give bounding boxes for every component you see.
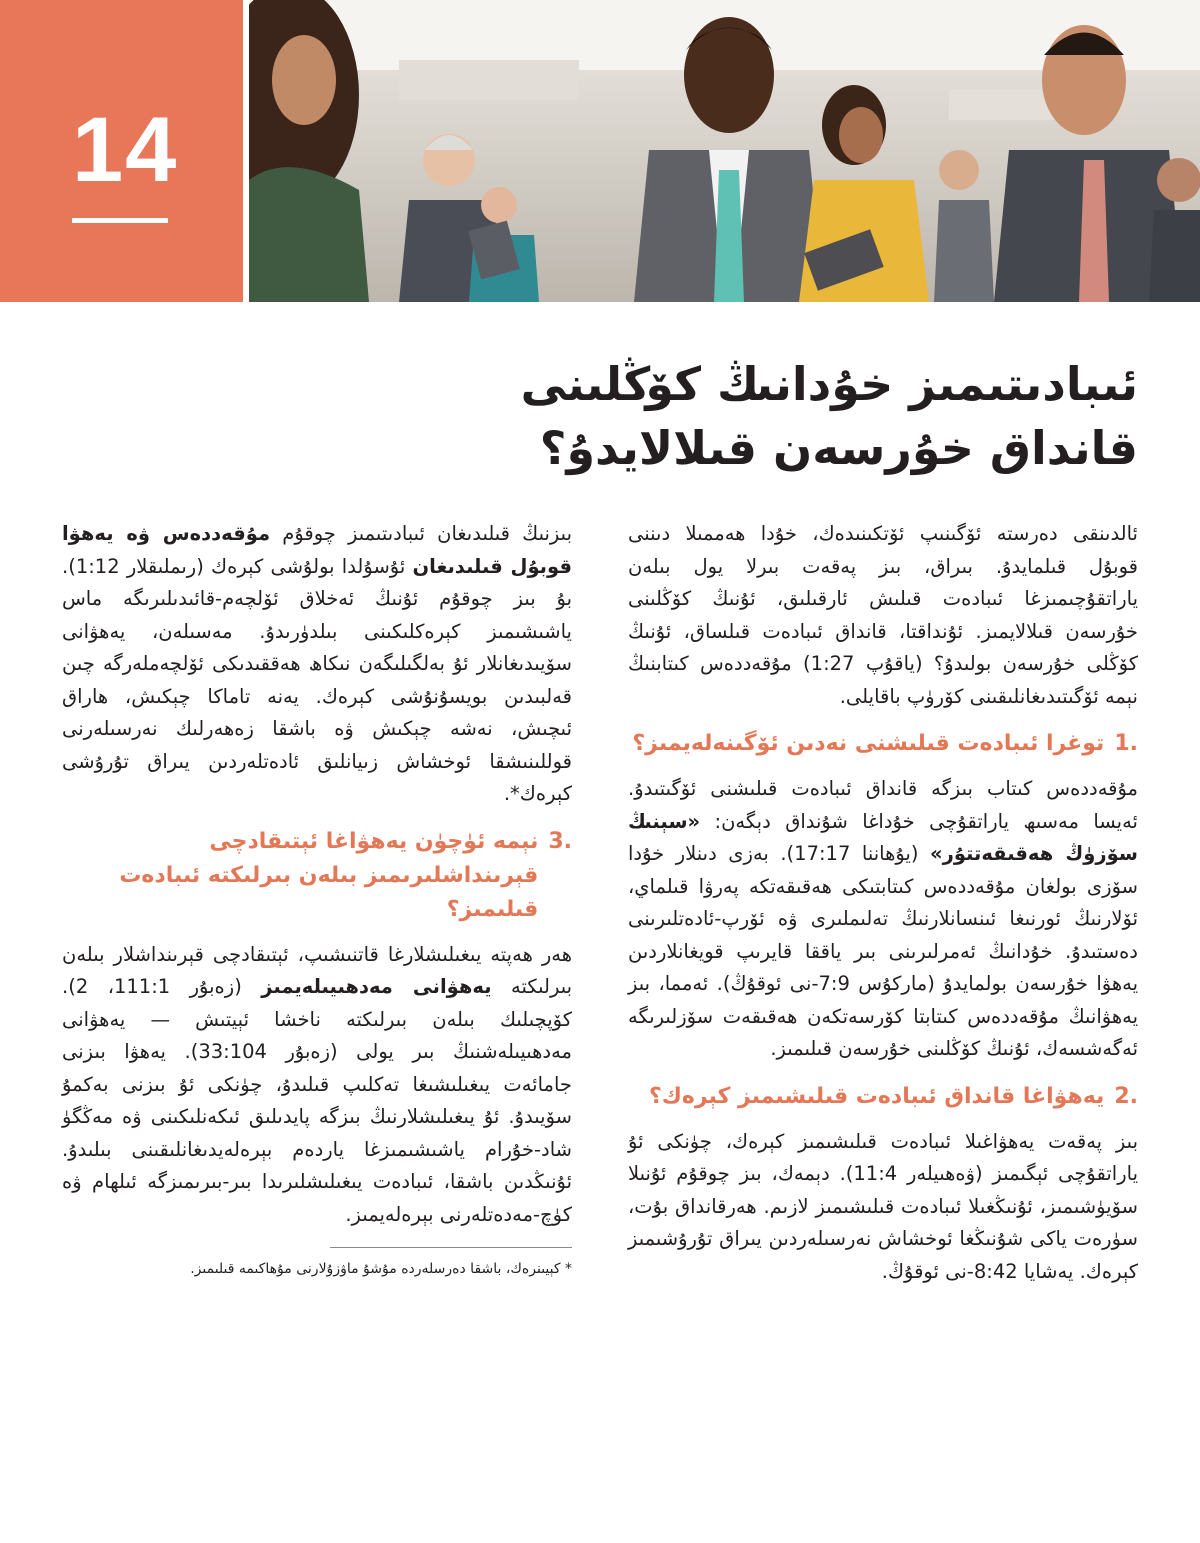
intro-paragraph: ئالدىنقى دەرستە ئۆگىنىپ ئۆتكىنىدەك، خۇدا ھەممىلا دىننى قوبۇل قىلمايدۇ. بىراق، بىز پەقەت بىرلا يول بىلەن ياراتقۇچىمىزغا ئىبادەت قىلىش ئارقىلىق، ئۇنىڭ كۆڭلىنى خۇرسەن قىلالايمىز. ئۇنداقتا، قانداق ئىبادەت قىلساق، ئۇنىڭ كۆڭلى خۇرسەن بولىدۇ؟ (ياقۇپ 1:27) مۇقەددەس كىتابنىڭ نېمە ئۆگىتىدىغانلىقىنى كۆرۈپ باقايلى. — [628, 522, 1138, 708]
congregation-photo — [249, 0, 1200, 302]
continued-text-a: بىزنىڭ قىلىدىغان ئىبادىتىمىز چوقۇم — [282, 522, 572, 545]
left-column — [62, 518, 572, 1280]
question-2-number: .2 — [1114, 1083, 1138, 1109]
footnote: * كېيىنرەك، باشقا دەرسلەردە مۇشۇ ماۋزۇلارنى مۇھاكىمە قىلىمىز. — [190, 1261, 572, 1277]
section-1-text-c: (يۇھاننا 17:17). بەزى دىنلار خۇدا سۆزى بولغان مۇقەددەس كىتابتىكى ھەقىقەتكە پەرۋا قىلماي، ئۆلارنىڭ ئورنىغا ئىنسانلارنىڭ تەلىملىرى ۋە ئۆرپ-ئادەتلىرىنى دەستىدۇ. خۇدانىڭ ئەمرلىرىنى بىر ياققا قايرىپ قويغانلاردىن يەھۋا خۇرسەن بولمايدۇ (ماركۇس 7:9-نى ئوقۇڭ). ئەمما، بىز يەھۋانىڭ مۇقەددەس كىتابتا كۆرسەتكەن ھەقىقەت سۆزلىرىگە ئەگەشسەك، ئۇنىڭ كۆڭلىنى خۇرسەن قىلىمىز. — [628, 842, 1139, 1060]
lesson-number-underline — [72, 218, 168, 223]
title-line-1: ئىبادىتىمىز خۇدانىڭ كۆڭلىنى — [520, 357, 1138, 411]
section-1-paragraph — [628, 773, 1138, 1066]
question-3-heading — [62, 825, 572, 927]
question-1-number: .1 — [1114, 731, 1138, 756]
title-line-2: قانداق خۇرسەن قىلالايدۇ؟ — [539, 421, 1138, 475]
footnote-marker: *. — [503, 782, 520, 805]
question-3-text: نېمە ئۈچۈن يەھۋاغا ئېتىقادچى قېرىنداشلىرىمىز بىلەن بىرلىكتە ئىبادەت قىلىمىز؟ — [119, 828, 539, 922]
question-1-text: توغرا ئىبادەت قىلىشنى نەدىن ئۆگىنەلەيمىز؟ — [632, 731, 1105, 756]
lesson-header — [0, 0, 1200, 302]
section-1-quote: «سېنىڭ سۆزۈڭ ھەقىقەتتۇر» — [628, 809, 1138, 865]
question-2-text: يەھۋاغا قانداق ئىبادەت قىلىشىمىز كېرەك؟ — [648, 1083, 1105, 1109]
footnote-divider — [330, 1247, 572, 1248]
continued-emphasis: مۇقەددەس ۋە يەھۋا قوبۇل قىلىدىغان — [62, 522, 572, 578]
section-3-paragraph — [62, 939, 572, 1232]
continued-text-c: ئۇسۇلدا بولۇشى كېرەك (رىملىقلار 1:12). بۇ بىز چوقۇم ئۇنىڭ ئەخلاق ئۆلچەم-قائىدىلىرىگە ماس ياشىشىمىز كېرەكلىكىنى بىلدۈرىدۇ. مەسىلەن، يەھۋانى سۆيىدىغانلار ئۇ بەلگىلىگەن نىكاھ ھەققىدىكى ئۆلچەملەرگە چىن قەلبىدىن بويسۇنۇشى كېرەك. يەنە تاماكا چېكىش، ھاراق ئىچىش، نەشە چېكىش ۋە باشقا زەھەرلىك نەرسىلەرنى قوللىنىشقا ئوخشاش زىيانلىق ئادەتلەردىن يىراق تۇرۇشى كېرەك — [62, 554, 572, 805]
section-3-text-c: (زەبۇر 111:1، 2). كۆپچىلىك بىلەن بىرلىكتە ناخشا ئېيتىش — يەھۋانى مەدھىيىلەشنىڭ بىر يولى (زەبۇر 33:104). يەھۋا بىزنى جامائەت يىغىلىشىغا تەكلىپ قىلىدۇ، چۈنكى ئۇ بىزنى بەكمۇ سۆيىدۇ. ئۇ يىغىلىشلارنىڭ بىزگە پايدىلىق ئىكەنلىكىنى ۋە مەڭگۈ شاد-خۇرام ياشىشىمىزغا ياردەم بېرەلەيدىغانلىقىنى بىلىدۇ. ئۇنىڭدىن باشقا، ئىبادەت يىغىلىشلىرىدا بىر-بىرىمىزگە ئىلھام ۋە كۈچ-مەدەتلەرنى بېرەلەيمىز. — [62, 975, 572, 1226]
section-1-text-a: مۇقەددەس كىتاب بىزگە قانداق ئىبادەت قىلىشنى ئۆگىتىدۇ. ئەيسا مەسىھ ياراتقۇچى خۇداغا شۇنداق دېگەن: — [628, 777, 1138, 833]
question-3-number: .3 — [548, 828, 572, 854]
section-2-paragraph: بىز پەقەت يەھۋاغىلا ئىبادەت قىلىشىمىز كېرەك، چۈنكى ئۇ ياراتقۇچى ئېگىمىز (ۋەھىيلەر 11:4). دېمەك، بىز چوقۇم ئۇنىلا سۆيۈشىمىز، ئۇنىڭغىلا ئىبادەت قىلىشىمىز لازىم. ھەرقانداق بۇت، سۈرەت ياكى شۇنىڭغا ئوخشاش نەرسىلەردىن يىراق تۇرۇشىمىز كېرەك. يەشايا 8:42-نى ئوقۇڭ. — [628, 1129, 1139, 1283]
question-2-heading — [628, 1080, 1138, 1114]
section-3-text-a: ھەر ھەپتە يىغىلىشلارغا قاتنىشىپ، ئېتىقادچى قېرىنداشلار بىلەن بىرلىكتە — [62, 942, 573, 998]
lesson-number-block — [0, 0, 243, 302]
continued-paragraph — [62, 518, 572, 811]
lesson-title — [318, 352, 1138, 480]
lesson-number: 14 — [72, 99, 179, 201]
section-3-emphasis: يەھۋانى مەدھىيىلەيمىز — [261, 975, 492, 998]
question-1-heading — [628, 727, 1138, 761]
right-column — [628, 518, 1138, 1298]
